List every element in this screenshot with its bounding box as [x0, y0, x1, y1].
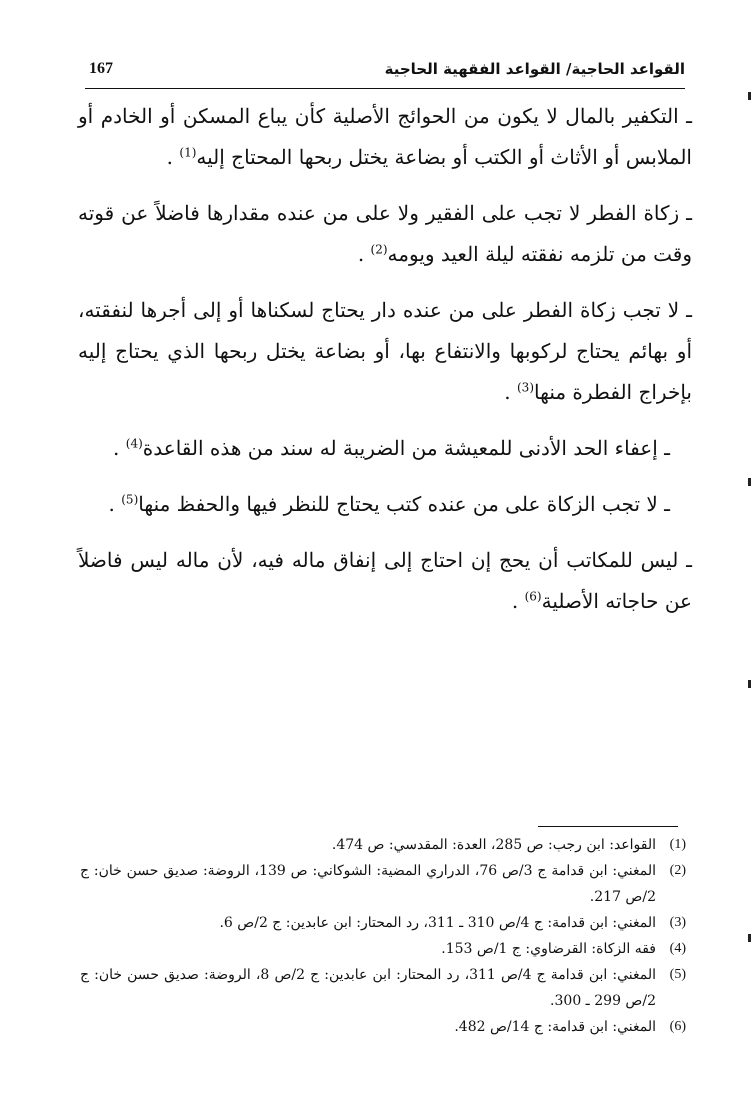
paragraph [78, 540, 692, 622]
scan-margin-mark [748, 478, 751, 486]
footnote-number: (5) [669, 967, 686, 982]
paragraph-text: ـ إعفاء الحد الأدنى للمعيشة من الضريبة له سند من هذه القاعدة [142, 436, 670, 460]
footnotes [80, 832, 686, 1040]
footnote [80, 962, 686, 1014]
footnote [80, 858, 686, 910]
footnote-number: (3) [669, 915, 686, 930]
footnote [80, 936, 686, 962]
footnote [80, 910, 686, 936]
footnote-number: (2) [669, 863, 686, 878]
paragraph-end: . [511, 589, 519, 613]
running-title: القواعد الحاجية/ القواعد الفقهية الحاجية [384, 60, 685, 78]
paragraph-text: ـ لا تجب زكاة الفطر على من عنده دار يحتاج لسكناها أو إلى أجرها لنفقته، أو بهائم يحتاج لركوبها والانتفاع بها، أو بضاعة يختل ربحها الذي يحتاج إليه بإخراج الفطرة منها [78, 298, 692, 404]
paragraph [78, 484, 692, 525]
paragraph-end: . [113, 436, 120, 460]
footnote-text: المغني: ابن قدامة: ج 4/ص 310 ـ 311، رد المحتار: ابن عابدين: ج 2/ص 6. [219, 915, 656, 931]
paragraph-end: . [108, 492, 115, 516]
footnote-number: (6) [669, 1019, 686, 1034]
running-header [85, 56, 685, 88]
paragraph [78, 290, 692, 413]
footnote-text: المغني: ابن قدامة ج 4/ص 311، رد المحتار: ابن عابدين: ج 2/ص 8، الروضة: صديق حسن خان: ج 2/ص 299 ـ 300. [80, 967, 657, 1009]
footnote-text: المغني: ابن قدامة: ج 14/ص 482. [454, 1019, 656, 1035]
paragraph-text: ـ زكاة الفطر لا تجب على الفقير ولا على من عنده مقدارها فاضلاً عن قوته وقت من تلزمه نفقته ليلة العيد ويومه [78, 201, 692, 266]
footnote-number: (1) [669, 837, 686, 852]
footnote-separator [538, 826, 678, 827]
footnote-ref[interactable]: (1) [179, 145, 197, 160]
paragraph-text: ـ ليس للمكاتب أن يحج إن احتاج إلى إنفاق ماله فيه، لأن ماله ليس فاضلاً عن حاجاته الأصلية [78, 548, 692, 613]
footnote [80, 1014, 686, 1040]
footnote-ref[interactable]: (4) [125, 436, 143, 451]
footnote [80, 832, 686, 858]
footnote-ref[interactable]: (6) [524, 589, 542, 604]
page-number: 167 [89, 60, 113, 77]
footnote-text: فقه الزكاة: القرضاوي: ج 1/ص 153. [441, 941, 656, 957]
footnote-text: القواعد: ابن رجب: ص 285، العدة: المقدسي: ص 474. [331, 837, 656, 853]
footnote-ref[interactable]: (5) [121, 492, 139, 507]
paragraph [78, 96, 692, 178]
scan-margin-mark [748, 92, 751, 100]
paragraph-text: ـ لا تجب الزكاة على من عنده كتب يحتاج للنظر فيها والحفظ منها [138, 492, 670, 516]
paragraph-end: . [166, 145, 174, 169]
main-text [78, 96, 692, 637]
paragraph-text: ـ التكفير بالمال لا يكون من الحوائج الأصلية كأن يباع المسكن أو الخادم أو الملابس أو الأثاث أو الكتب أو بضاعة يختل ربحها المحتاج إليه [78, 104, 693, 169]
footnote-number: (4) [669, 941, 686, 956]
scan-margin-mark [748, 934, 751, 942]
paragraph [78, 193, 692, 275]
footnote-ref[interactable]: (3) [516, 380, 534, 395]
paragraph-end: . [504, 380, 511, 404]
scan-margin-mark [748, 680, 751, 688]
header-rule [85, 88, 685, 89]
paragraph [78, 428, 692, 469]
footnote-text: المغني: ابن قدامة ج 3/ص 76، الدراري المضية: الشوكاني: ص 139، الروضة: صديق حسن خان: ج 2/ص 217. [80, 863, 657, 905]
paragraph-end: . [357, 242, 365, 266]
footnote-ref[interactable]: (2) [370, 242, 388, 257]
